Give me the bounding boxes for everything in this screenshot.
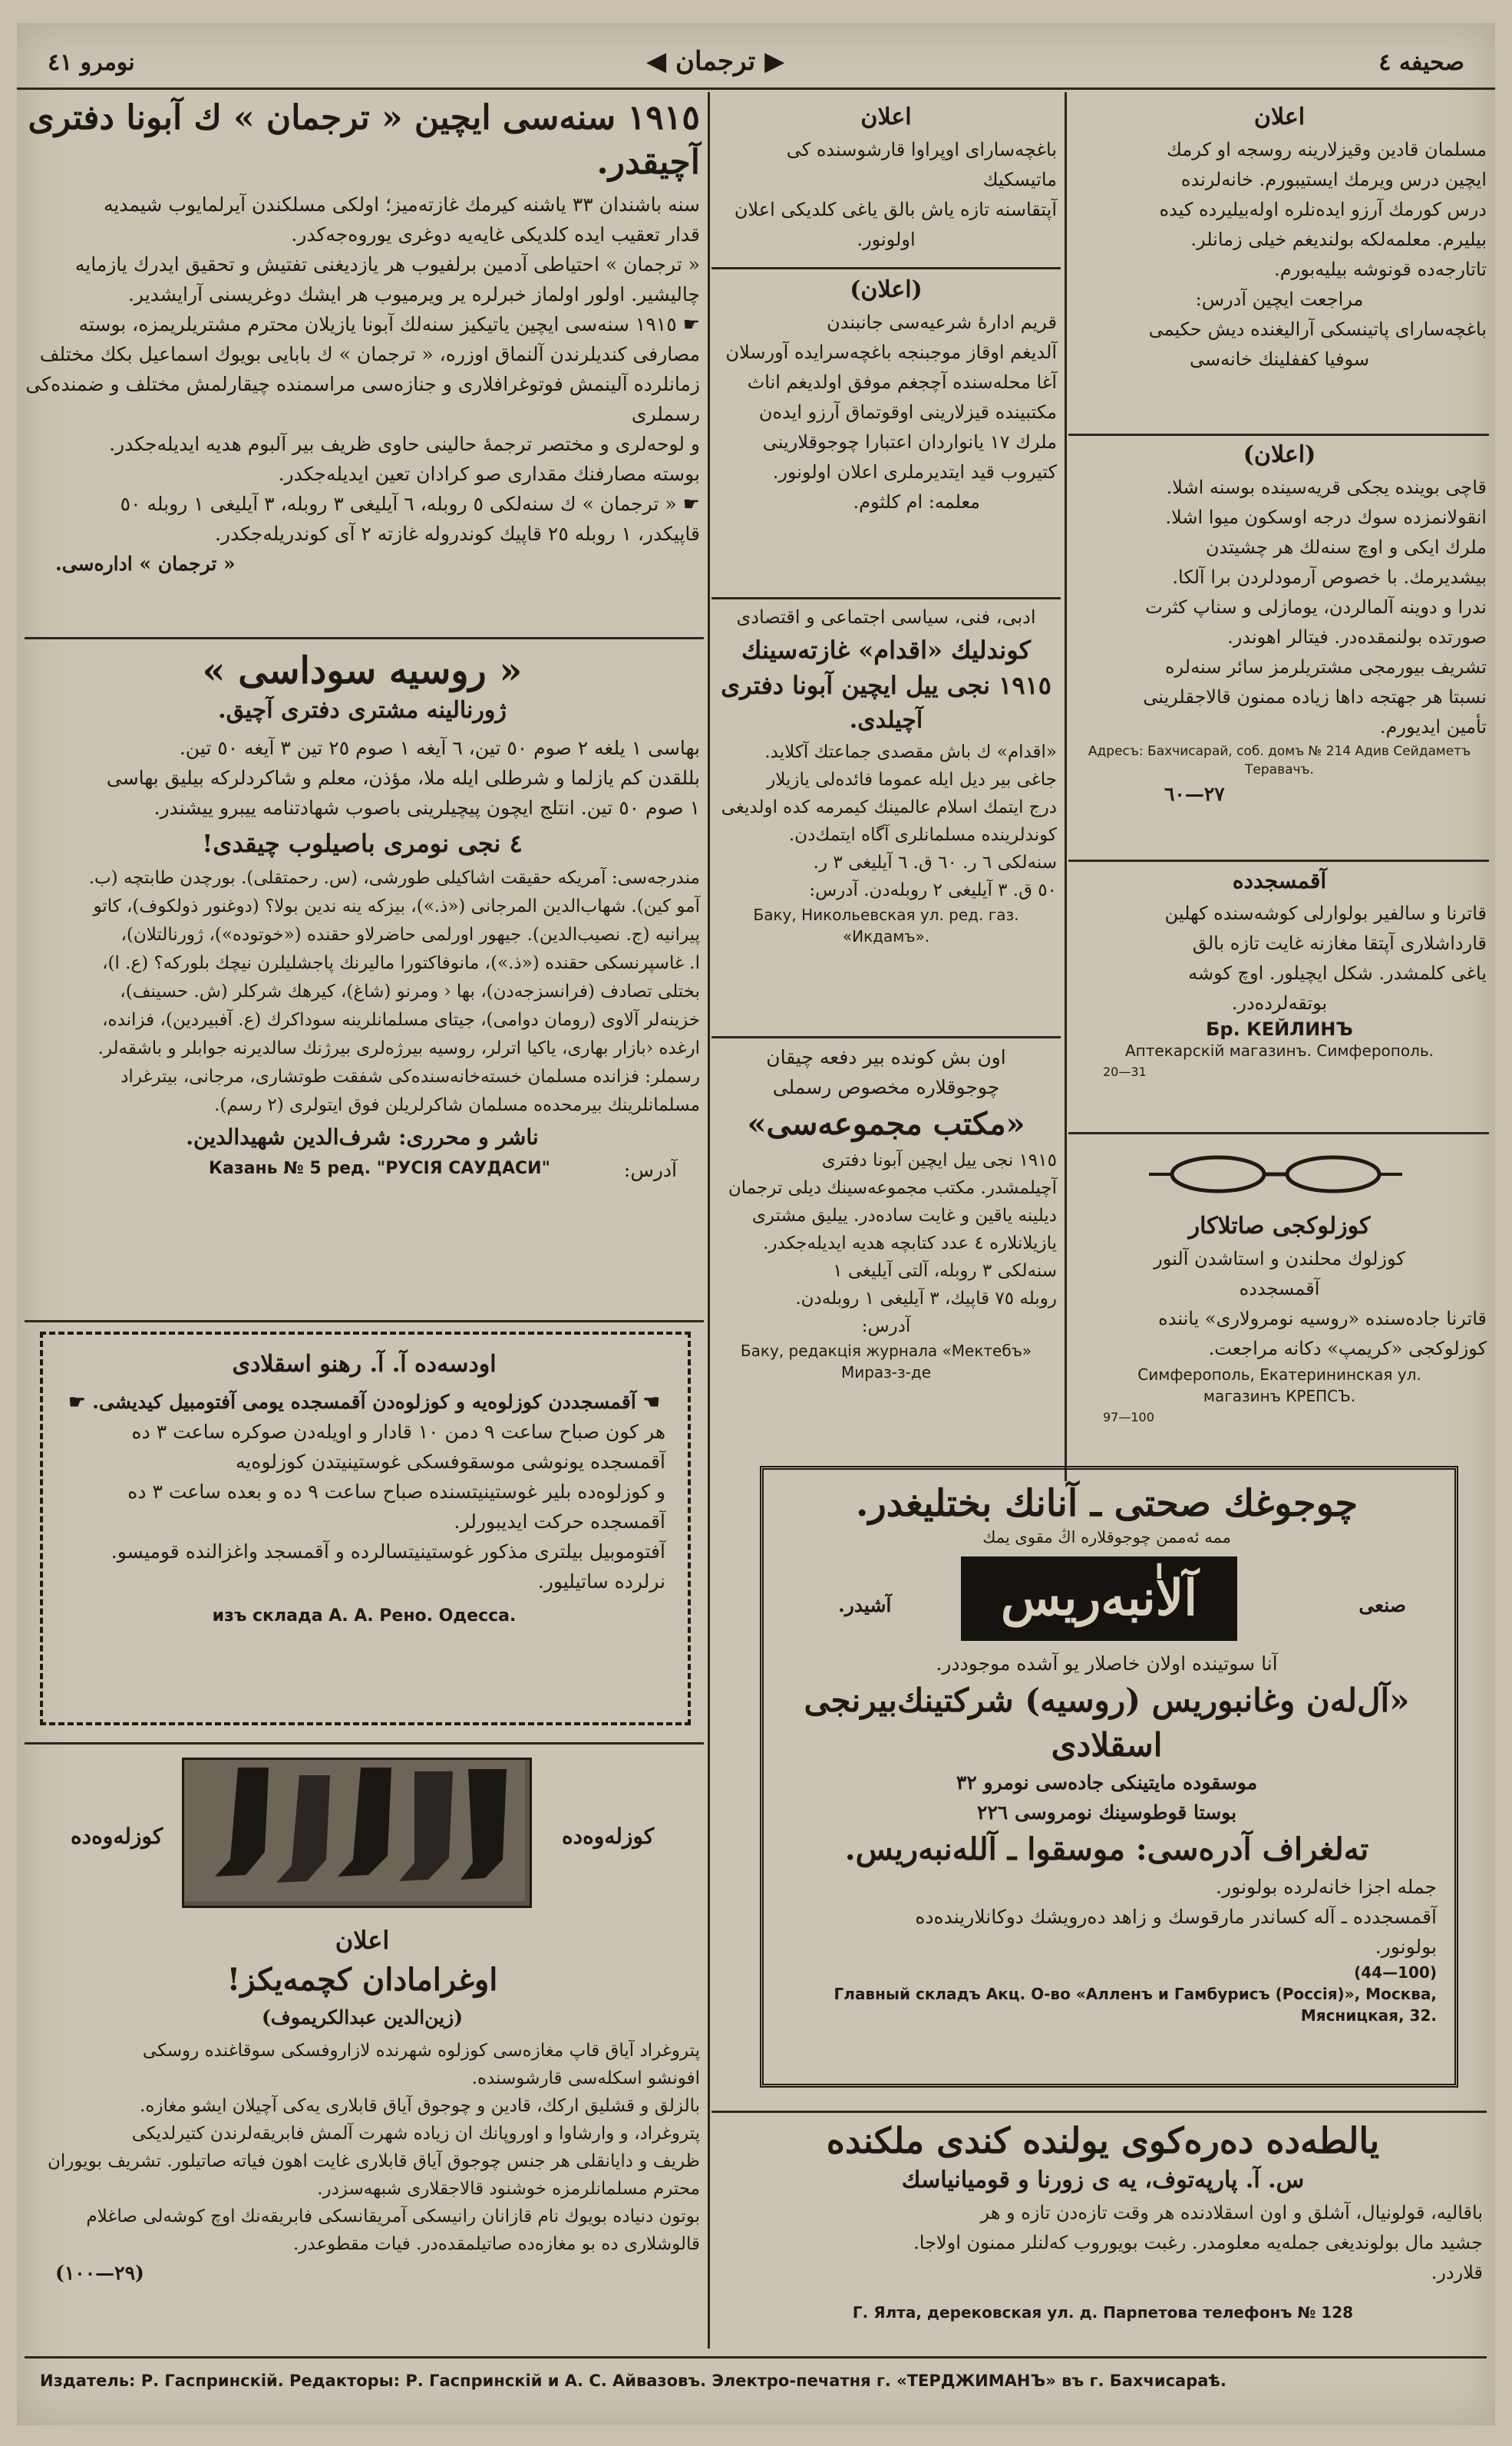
subscription-body: سنه باشندان ٣٣ یاشنه کیرمك غازته‌میز؛ اولکی مسلکندن آیرلمایوب شیمدیه قدار تعقیب ایده کلدیکی غایه‌یه دوغری یوروه‌جه‌کدر. « ترجمان » احتیاطی آدمین برلفیوب هر یازدیغنی تفتیش و تحقیق ایدرك یازمایه چالیشیر. اولور اولماز خبرلره یر ویرمیوب هر ایشك دوغریسنی آرایشدیر. ☛ ١٩١٥ سنه‌سی ایچین یاتیکیز سنه‌لك آبونا یازیلان محترم مشتریلریمزه، بوسته مصارفی کندیلرندن آلنماق اوزره، « ترجمان » ك بابایی بویوك اسماعیل بکك مختلف زمانلرده آلینمش فوتوغرافلاری و جنازه‌سی مراسمنده چیقارلمش مختلف و ضمنده‌کی رسملری و لوحه‌لری و مختصر ترجمهٔ حالینی حاوی ظریف بیر آلبوم هدیه ایدیله‌جکدر. بوسته مصارفنك مقداری صو کرادان تعین ایدیله‌جکدر. ☛ « ترجمان » ك سنه‌لکی ٥ روبله، ٦ آیلیغی ٣ روبله، ٣ آیلیغی ١ روبله ٥٠ قاپیکدر، ١ روبله ٢٥ قاپیك کوندروله غازته ٢ آی کوندریله‌جکدر. bbox=[25, 193, 700, 545]
pharmacy-head: آقمسجدده bbox=[1232, 868, 1327, 893]
spectacles-line-3: قاترنا جاده‌سنده «روسیه نومرولاری» یاننده bbox=[1158, 1308, 1487, 1329]
spectacles-number: 97—100 bbox=[1103, 1410, 1154, 1424]
ikdam-address-2: «Икдамъ». bbox=[842, 927, 930, 946]
orchard-ad bbox=[1072, 437, 1487, 809]
allenburys-line-1: جمله اجزا خانه‌لرده بولونور. bbox=[1216, 1876, 1437, 1898]
spectacles-ad bbox=[1072, 1209, 1487, 1428]
subscription-signature: « ترجمان » اداره‌سی. bbox=[55, 553, 236, 575]
saudasi-address: Казань № 5 ред. "РУСІЯ САУДАСИ" bbox=[209, 1159, 551, 1178]
fish-oil-ad bbox=[715, 100, 1057, 255]
ikdam-body: «اقدام» ك باش مقصدی جماعتك آکلاید. جاغی بیر دیل ایله عموما فائده‌لی یازیلار درج ایتمك اسلام عالمینك کیمرمه کده اولدیغی کوندلرینده مسلمانلری آگاه ایتمك‌دن. سنه‌لکی ٦ ر. ٦٠ ق. ٦ آیلیغی ٣ ر. ٥٠ ق. ٣ آیلیغی ٢ روبله‌دن. آدرس: bbox=[721, 742, 1057, 900]
masthead-bar bbox=[17, 38, 1495, 90]
orchard-address: Адресъ: Бахчисарай, соб. домъ № 214 Адив Сейдаметъ Теравачъ. bbox=[1088, 744, 1471, 777]
pharmacy-ad bbox=[1072, 863, 1487, 1083]
orchard-number: ٢٧—٦٠ bbox=[1164, 783, 1225, 805]
saudasi-issue: ٤ نجی نومری باصیلوب چیقدی! bbox=[202, 829, 523, 858]
section-rule bbox=[711, 267, 1061, 269]
yalta-subtitle: س. آ. پارپه‌توف، یه ی زورنا و قوميانياسك bbox=[901, 2167, 1305, 2193]
allenburys-footer: Главный складъ Акц. О-во «Алленъ и Гамбурисъ (Россія)», Москва, bbox=[834, 1985, 1437, 2003]
section-rule bbox=[711, 1036, 1061, 1038]
mekteb-body: ١٩١٥ نجی ییل ایچین آبونا دفتری آچیلمشدر. مکتب مجموعه‌سینك دیلی ترجمان دیلینه یاقین و غایت ساده‌در. ییلیق مشتری یازیلانلاره ٤ عدد کتابچه هدیه ایدیله‌جکدر. سنه‌لکی ٣ روبله، آلتی آیلیغی ١ روبله ٧٥ قاپیك، ٣ آیلیغی ١ روبله‌دن. آدرس: bbox=[728, 1150, 1057, 1336]
auto-ad-body: هر کون صباح ساعت ٩ دمن ١٠ قادار و اویله‌دن صوکره ساعت ٣ ده آقمسجده یونوشی موسقوفسکی غوستینیتدن کوزلوه‌یه و کوزلوه‌ده بلیر غوستینیتسنده صباح ساعت ٩ ده و بعده ساعت ٣ ده آقمسجده حرکت ایدیبورلر. آفتوموبیل بیلتری مذکور غوستینیتسالرده و آقمسجد واغزالنده قومیسو. نرلرده ساتیلیور. bbox=[111, 1421, 665, 1593]
girls-school-body: قریم ادارهٔ شرعیه‌سی جانبندن آلدیغم اوقاز موجبنجه باغچه‌سرایده آورسلان آغا محله‌سنده آچجغم موفق اولدیغم اناث مکتبینده قیزلارینی اوقوتماق آرزو ایده‌ن ملرك ١٧ یانواردان اعتبارا چوجوقلارینی کتیروب قید ایتدیرملری اعلان اولونور. معلمه: ام کلثوم. bbox=[725, 312, 1057, 513]
mekteb-ad bbox=[715, 1042, 1057, 1383]
allenburys-ad bbox=[777, 1481, 1437, 2026]
shoe-ad-number: (٢٩—١٠٠) bbox=[55, 2262, 144, 2284]
allenburys-brand-row bbox=[777, 1556, 1437, 1649]
auto-ad-route: ☚ آقمسجددن کوزلوه‌یه و کوزلوه‌دن آقمسجده یومی آفتومبیل کیدیشی. ☛ bbox=[68, 1391, 660, 1413]
section-rule bbox=[25, 1320, 704, 1322]
yalta-ad bbox=[723, 2118, 1483, 2323]
shoe-ad-body: پتروغراد آیاق قاپ مغازه‌سی کوزلوه شهرنده لازاروفسکی سوقاغنده روسکی افونشو اسکله‌سی قارشوسنده. بالزلق و قشلیق ارکك، قادین و چوجوق آیاق قابلاری یه‌کی آچیلان ایشو مغازه. پتروغراد، و وارشاوا و اوروپانك ان زیاده شهرت آلمش فابریقه‌لرندن کتیرلدیکی ظریف و دایانقلی هر جنس چوجوق آیاق قابلاری غایت اهون فیاته صاتیلور. تشریف بویوران محترم مسلمانلرمزه خوشنود قالاجقلاری شبهه‌سزدر. بوتون دنیاده بویوك نام قازانان رانیسکی آمریقانسکی فابریقه‌نك اوچ کوشه‌لی صاغلام قالوشلاری ده بو مغازه‌ده صاتیلمقده‌در. فیات مقطوعدر. bbox=[47, 2041, 700, 2254]
newspaper-page bbox=[17, 23, 1495, 2425]
shoe-label-left: کوزله‌وه‌ده bbox=[71, 1824, 163, 1849]
section-rule bbox=[1068, 1132, 1489, 1134]
shoes-illustration bbox=[182, 1758, 532, 1908]
shoe-label-right: کوزله‌وه‌ده bbox=[562, 1824, 655, 1849]
ikdam-title-2: ١٩١٥ نجی ییل ایچین آبونا دفتری bbox=[721, 671, 1051, 700]
orchard-body: قاچی بوینده یجکی قریه‌سینده بوسنه اشلا. انقولانمزده سوك درجه اوسکون میوا اشلا. ملرك ایکی و اوچ سنه‌لك هر چشیتدن بیشدیرمك. با خصوص آرمودلردن برا آلکا. ندرا و دوینه آلمالردن، یومازلی و سناپ کثرت صورتده بولنمقده‌در. فیتالر اهوندر. تشریف بیورمجی مشتریلرمز سائر سنه‌لره نسبتا هر جهتجه داها زیاده ممنون قالاجقلرینی تأمین ایدیورم. bbox=[1143, 477, 1487, 738]
auto-ad bbox=[63, 1347, 665, 1627]
hand-left-icon: ◀ bbox=[646, 46, 667, 77]
allenburys-company-2: اسقلادی bbox=[1051, 1726, 1163, 1764]
mekteb-address-2: Мираз-з-де bbox=[840, 1363, 932, 1381]
ikdam-ad bbox=[715, 602, 1057, 947]
allenburys-address-2: بوستا قوطوسینك نومرو‌سی ٢٢٦ bbox=[976, 1801, 1237, 1824]
ikdam-intro: ادبی، فنی، سیاسی اجتماعی و اقتصادی bbox=[736, 606, 1036, 628]
column-divider bbox=[1065, 92, 1067, 1481]
allenburys-brand-right: آشیدر. bbox=[838, 1594, 892, 1616]
section-rule bbox=[25, 637, 704, 639]
section-rule bbox=[1068, 434, 1489, 436]
ikdam-address: Баку, Никольевская ул. ред. газ. bbox=[753, 906, 1019, 924]
allenburys-company: «آل‌لەن وغانبوریس (روسیه) شرکتینك‌بیرنجی bbox=[804, 1682, 1410, 1719]
paper-title: ◀ ترجمان ▶ bbox=[646, 46, 785, 77]
imprint: Издатель: Р. Гаспринскій. Редакторы: Р. Гаспринскій и А. С. Айвазовъ. Электро-печатня г. «ТЕРДЖИМАНЪ» въ г. Бахчисараѣ. bbox=[40, 2372, 1226, 2390]
section-rule bbox=[25, 1742, 704, 1745]
footer-rule bbox=[25, 2356, 1487, 2359]
shoe-ad bbox=[25, 1923, 700, 2288]
spectacles-line-1: کوزلوك محلندن و استاشدن آلنور bbox=[1154, 1248, 1405, 1269]
section-rule bbox=[711, 2111, 1487, 2113]
column-divider bbox=[708, 92, 710, 2349]
saudasi-address-label: آدرس: bbox=[623, 1159, 677, 1181]
pharmacy-number: 20—31 bbox=[1103, 1065, 1147, 1079]
mekteb-intro: اون بش کونده بیر دفعه چیقان bbox=[766, 1046, 1006, 1068]
girls-school-head: (اعلان) bbox=[850, 276, 923, 303]
spectacles-line-4: کوزلوکجی «کریمپ» دکانه مراجعت. bbox=[1208, 1338, 1487, 1359]
orchard-head: (اعلان) bbox=[1243, 441, 1316, 468]
saudasi-title: « روسیه سوداسی » bbox=[202, 649, 523, 692]
allenburys-line-2: آقمسجدده ـ آله کساندر مارقوسك و زاهد ده‌رویشك دوکانلاریندەده bbox=[915, 1906, 1437, 1928]
spectacles-address: Симферополь, Екатерининская ул. bbox=[1137, 1365, 1421, 1384]
allenburys-note: آنا سوتیندە اولان خاصلار یو آشده موجوددر. bbox=[936, 1652, 1278, 1675]
ikdam-title-3: آچیلدی. bbox=[849, 707, 923, 734]
allenburys-line-3: بولونور. bbox=[1375, 1936, 1437, 1958]
yalta-address: Г. Ялта, дерековская ул. д. Парпетова телефонъ № 128 bbox=[852, 2303, 1354, 2322]
mekteb-title: «مکتب مجموعه‌سی» bbox=[747, 1106, 1025, 1142]
fish-oil-body: باغچه‌سارای اوپراوا قارشوسنده کی ماتیسکیك آپتقاسنه تازه یاش بالق یاغی کلدیکی اعلان اولونور. bbox=[734, 139, 1057, 250]
russia-saudasi-ad bbox=[25, 649, 700, 1186]
section-rule bbox=[1068, 860, 1489, 862]
russian-lessons-ad bbox=[1072, 100, 1487, 375]
saudasi-publisher: ناشر و محرری: شرف‌الدین شهیدالدین. bbox=[186, 1124, 539, 1150]
allenburys-headline: چوجوغك صحتی ـ آنانك بختلیغدر. bbox=[855, 1482, 1358, 1525]
allenburys-address: موسقوده مایتینکی جاده‌سی نومرو ٣٢ bbox=[956, 1771, 1258, 1794]
hand-right-icon: ▶ bbox=[764, 46, 785, 77]
spectacles-icon bbox=[1145, 1144, 1406, 1205]
saudasi-subtitle: ژورنالینه مشتری دفتری آچیق. bbox=[218, 697, 507, 724]
spectacles-line-2: آقمسجدده bbox=[1239, 1278, 1320, 1299]
issue-number: نومرو ٤١ bbox=[48, 49, 135, 76]
page-number: صحيفه ٤ bbox=[1378, 49, 1464, 76]
shoe-ad-title: اوغرامادان کچمه‌یکز! bbox=[226, 1962, 498, 1998]
subscription-notice bbox=[25, 96, 700, 579]
girls-school-ad bbox=[715, 272, 1057, 517]
saudasi-contents: مندرجه‌سی: آمریکه حقیقت اشاکیلی طورشی، (س. رحمتقلی). بورچدن طابتچه (ب. آمو کین). شهاب‌الدین المرجانی («ذ.»)، بیزکه ینه ندین بولا؟ (دوغنور ذولکوف)، کاتو پیرانیه (ج. نصیب‌الدین). جیهور اورلمی حاضرلاو حقنده («خوتوده»)، ژورنالتلان)، ا. غاسپرنسکی حقنده («ذ.»)، مانوفاکتورا مالیرنك پاجشلیلرن نیچك بلورکه؟ (ع. ا)، بختلی تصادف (فرانسزجه‌دن)، بها ‹ ومرنو (شاغ)، کیرهك شرکلر (ش. حسینف)، خزینه‌لر آلاوی (رومان دوامی)، جیتای مسلمانلرینه سوداکرك (ع. آفبیردین)، فزانده، ارغده ‹بازار بهاری، یاکیا اترلر، روسیه بیرژه‌لری بیرژنك سالدیرنه جوابلر و باشقه‌لر. رسملر: فزانده مسلمان خسته‌خانه‌سنده‌کی شفقت طوتشاری، مرجانی، بیترغراد مسلمانلرینك بیرمحده‌ه مسلمان شاکرلریلن فوق ایتولری (٢ رسم). bbox=[88, 868, 700, 1115]
spectacles-address-2: магазинъ КРЕПСЪ. bbox=[1203, 1387, 1356, 1405]
shoe-ad-head: اعلان bbox=[335, 1926, 390, 1955]
subscription-title: ١٩١٥ سنه‌سی ایچین « ترجمان » ك آبونا دفتری آچیقدر. bbox=[28, 98, 700, 182]
saudasi-prices: بهاسی ١ یلغه ٢ صوم ٥٠ تین، ٦ آیغه ١ صوم ٢٥ تین ٣ آیغه ٥٠ تین. بللقدن کم یازلما و شرطلی ایله ملا، مؤذن، معلم و شاکردلرکه بیلیق بهاسی ١ صوم ٥٠ تین. انتلج ایچون پیچیلرینی باصوب شهادتنامه ییبرو ییشندر. bbox=[106, 737, 700, 819]
auto-ad-title: اودسه‌ده آ. آ. رهنو اسقلادی bbox=[232, 1351, 497, 1378]
lessons-head: اعلان bbox=[1253, 104, 1306, 130]
pharmacy-body: قاترنا و سالفیر بولوارلی کوشه‌سنده کهلین قارداشلاری آپتقا مغازنه غایت تازه بالق یاغی کلمشدر. شکل ایچیلور. اوچ کوشه بوتقه‌لرده‌در. bbox=[1164, 903, 1487, 1014]
allenburys-telegraph: تەلغراف آدره‌سی: موسقوا ـ آللەنبەریس. bbox=[844, 1831, 1369, 1867]
allenburys-number: (44—100) bbox=[1354, 1963, 1437, 1982]
yalta-title: یالطه‌ده دەرەکوی یولنده کندی ملکنده bbox=[826, 2120, 1380, 2161]
allenburys-brand-left: صنعی bbox=[1358, 1594, 1406, 1616]
ikdam-title: کوندلیك «اقدام» غازته‌سینك bbox=[741, 635, 1031, 665]
yalta-body: باقالیه، قولونیال، آشلق و اون اسقلادنده هر وقت تازەدن تازه و هر جشید مال بولوندیغی جمله‌یه معلومدر. رغبت بویوروب کەلنلر ممنون اولاجا. قلاردر. bbox=[913, 2202, 1483, 2283]
mekteb-address: Баку, редакція журнала «Мектебъ» bbox=[740, 1342, 1032, 1360]
auto-ad-footer: изъ склада А. А. Рено. Одесса. bbox=[212, 1606, 517, 1626]
spectacles-title: کوزلوکجی صاتلاکار bbox=[1188, 1213, 1371, 1240]
allenburys-tagline: ممه ئەممن چوجوقلاره اڭ مقوی یمك bbox=[982, 1528, 1231, 1546]
allenburys-logo: آلاٰنبەریس bbox=[961, 1556, 1237, 1641]
saudasi-address-row bbox=[25, 1155, 700, 1186]
shoe-ad-owner: (زین‌الدین عبدالکریموف) bbox=[261, 2006, 464, 2028]
allenburys-footer-2: Мясницкая, 32. bbox=[1300, 2006, 1437, 2025]
pharmacy-sign: Бр. КЕЙЛИНЪ bbox=[1206, 1018, 1353, 1040]
fish-oil-head: اعلان bbox=[860, 104, 912, 130]
section-rule bbox=[711, 597, 1061, 599]
shoes-drawing bbox=[184, 1760, 525, 1901]
pharmacy-sign-2: Аптекарскій магазинъ. Симферополь. bbox=[1124, 1041, 1434, 1060]
mekteb-intro-2: چوجوقلاره مخصوص رسملی bbox=[772, 1076, 1000, 1098]
lessons-body: مسلمان قادین وقیزلارینه روسجه او کرمك ایچین درس ویرمك ایستیبورم. خانه‌لرنده درس کورمك آرزو ایده‌نلره اوله‌بیلیرده کیده بیلیرم. معلمه‌لکه بولندیغم خیلی زمانلر. تاتارجه‌ده قونوشه بیلیه‌بورم. مراجعت ایچین آدرس: باغچه‌سارای پاتینسکی آرالیغنده دیش حکیمی سوفیا کففلینك خانه‌سی bbox=[1148, 139, 1487, 370]
